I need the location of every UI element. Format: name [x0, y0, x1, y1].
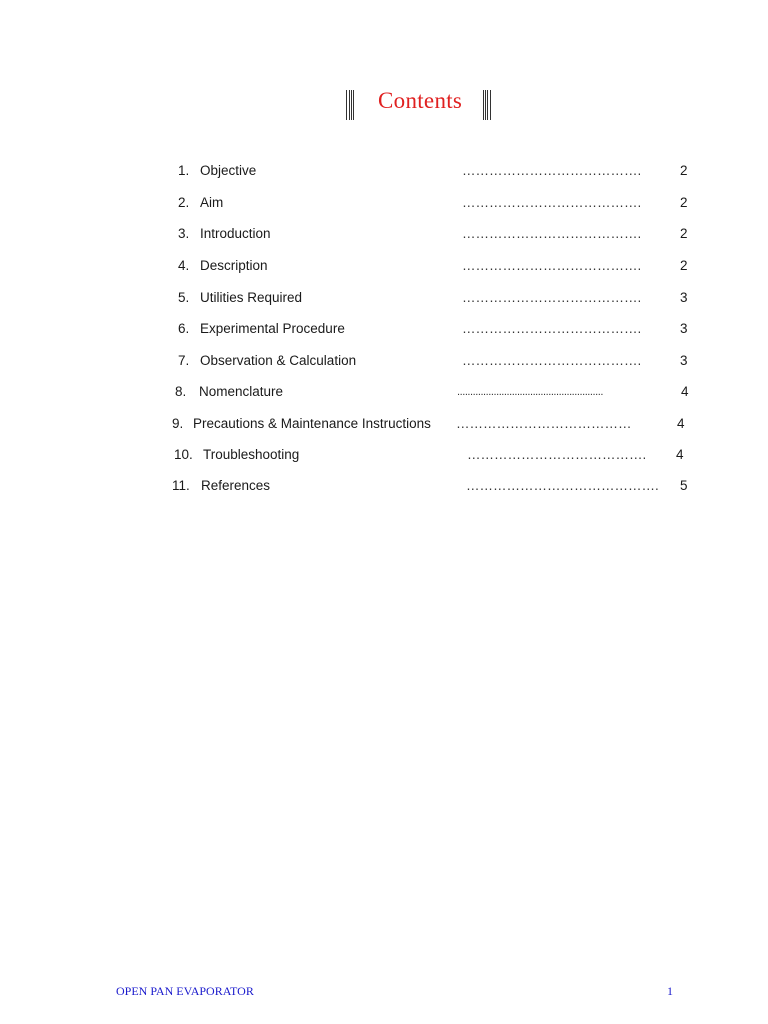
toc-number: 6.: [178, 321, 190, 336]
toc-page-number: 3: [680, 290, 688, 305]
toc-number: 2.: [178, 195, 190, 210]
toc-page-number: 2: [680, 258, 688, 273]
toc-number: 9.: [172, 416, 184, 431]
toc-label: Aim: [200, 195, 224, 210]
toc-number: 4.: [178, 258, 190, 273]
toc-number: 8.: [175, 384, 187, 399]
toc-entry: [0, 161, 768, 181]
toc-entry: [0, 288, 768, 308]
toc-number: 11.: [172, 478, 190, 493]
toc-label: Objective: [200, 163, 257, 178]
toc-number: 7.: [178, 353, 190, 368]
toc-leader: …………………………………….: [466, 478, 659, 493]
toc-entry: [0, 319, 768, 339]
toc-leader: ........................................................: [457, 386, 603, 398]
footer-title: OPEN PAN EVAPORATOR: [116, 984, 254, 998]
footer-page-number: 1: [667, 984, 673, 998]
toc-label: Precautions & Maintenance Instructions: [193, 416, 431, 431]
toc-label: Experimental Procedure: [200, 321, 345, 336]
toc-leader: ………………………………….: [462, 290, 642, 305]
toc-label: Description: [200, 258, 268, 273]
toc-page-number: 2: [680, 195, 688, 210]
contents-heading: [344, 86, 496, 122]
toc-page-number: 5: [680, 478, 688, 493]
toc-leader: …………………………………: [456, 416, 632, 431]
toc-leader: ………………………………….: [467, 447, 647, 462]
toc-leader: ………………………………….: [462, 353, 642, 368]
toc-number: 1.: [178, 163, 190, 178]
toc-number: 3.: [178, 226, 190, 241]
toc-entry: [0, 224, 768, 244]
toc-leader: ………………………………….: [462, 258, 642, 273]
toc-entry: [0, 476, 768, 496]
toc-entry: [0, 382, 768, 402]
toc-page-number: 2: [680, 163, 688, 178]
toc-page-number: 3: [680, 321, 688, 336]
toc-page-number: 3: [680, 353, 688, 368]
toc-label: References: [201, 478, 271, 493]
toc-page-number: 4: [681, 384, 689, 399]
toc-entry: [0, 414, 768, 434]
toc-label: Nomenclature: [199, 384, 284, 399]
toc-number: 5.: [178, 290, 190, 305]
toc-entry: [0, 445, 768, 465]
toc-label: Observation & Calculation: [200, 353, 357, 368]
toc-entry: [0, 256, 768, 276]
toc-leader: ………………………………….: [462, 163, 642, 178]
toc-leader: ………………………………….: [462, 321, 642, 336]
toc-label: Troubleshooting: [203, 447, 300, 462]
toc-page-number: 4: [677, 416, 685, 431]
toc-label: Utilities Required: [200, 290, 303, 305]
toc-leader: ………………………………….: [462, 226, 642, 241]
toc-leader: ………………………………….: [462, 195, 642, 210]
toc-entry: [0, 193, 768, 213]
toc-page-number: 4: [676, 447, 684, 462]
page-title: Contents: [378, 88, 463, 113]
toc-label: Introduction: [200, 226, 271, 241]
toc-number: 10.: [174, 447, 193, 462]
toc-page-number: 2: [680, 226, 688, 241]
toc-entry: [0, 351, 768, 371]
